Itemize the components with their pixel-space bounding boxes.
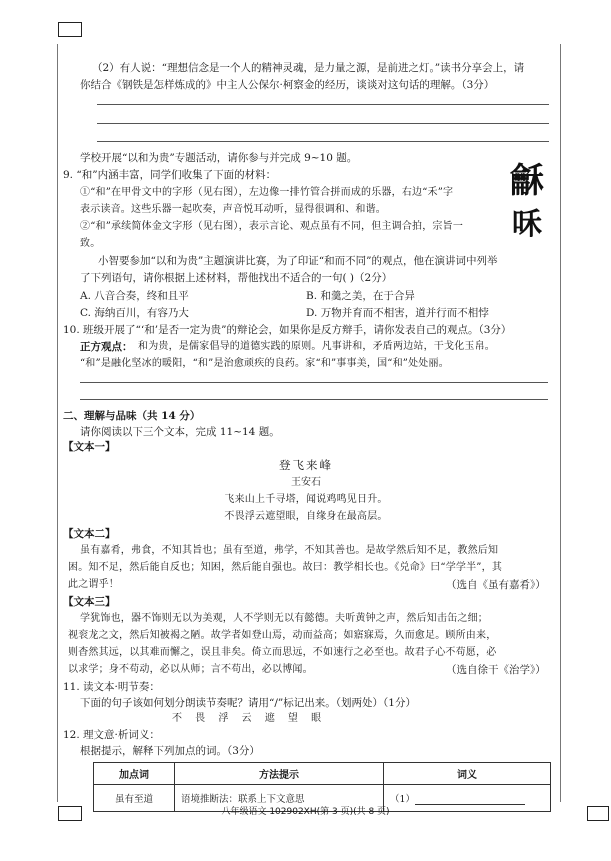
text2-line3: 此之谓乎！ xyxy=(68,579,119,590)
answer-line[interactable] xyxy=(80,399,548,400)
bronze-script-he-glyph: 咊 xyxy=(512,207,542,242)
text3-source: （选自徐干《治学》） xyxy=(446,664,546,676)
header-meaning: 词义 xyxy=(384,763,551,785)
page-footer: 八年级语文 102902XH(第 3 页)(共 8 页) xyxy=(221,807,390,817)
q11-title: 11. 读文本·明节奏： xyxy=(63,681,160,693)
q9-option-d[interactable]: D. 万物并育而不相害，道并行而不相悖 xyxy=(306,307,489,319)
q9-option-c[interactable]: C. 海纳百川，有容乃大 xyxy=(80,307,189,319)
table-header-row xyxy=(94,763,551,785)
text3-line2: 视衮龙之文，然后知被褐之陋。故学者如登山焉，动而益高；如寤寐焉，久而愈足。顾所由来， xyxy=(68,630,497,641)
section-2-intro: 请你阅读以下三个文本，完成 11~14 题。 xyxy=(80,426,280,438)
method-hint-cell: 语境推断法：联系上下文意思 xyxy=(175,785,384,812)
answer-line[interactable] xyxy=(97,104,549,105)
header-method-hint: 方法提示 xyxy=(175,763,384,785)
q10-positive-line1: 和为贵，是儒家倡导的道德实践的原则。凡事讲和，矛盾两边站，干戈化玉帛。 xyxy=(138,341,495,352)
q12-title: 12. 理文意·析词义： xyxy=(63,729,160,741)
answer-line[interactable] xyxy=(97,123,549,124)
q8-2-line2: 你结合《钢铁是怎样炼成的》中主人公保尔·柯察金的经历，谈谈对这句话的理解。（3分） xyxy=(80,79,495,91)
header-dotted-word: 加点词 xyxy=(94,763,175,785)
text2-line2: 困。知不足，然后能自反也；知困，然后能自强也。故曰：教学相长也。《兑命》曰“学学半”，其 xyxy=(68,562,503,573)
activity-intro: 学校开展“以和为贵”专题活动，请你参与并完成 9~10 题。 xyxy=(80,152,358,164)
q8-2-line1: （2）有人说：“理想信念是一个人的精神灵魂，是力量之源，是前进之灯。”读书分享会上，请 xyxy=(92,62,525,74)
q9-stem: 9. “和”内涵丰富，同学们收集了下面的材料： xyxy=(63,169,277,181)
answer-blank[interactable] xyxy=(415,794,525,805)
answer-line[interactable] xyxy=(80,382,548,383)
answer-number: （1） xyxy=(390,794,416,805)
q9-material-1-line1: ①“和”在甲骨文中的字形（见右图），左边像一排竹管合拼而成的乐器，右边“禾”字 xyxy=(80,187,454,198)
poem-title: 登飞来峰 xyxy=(279,458,333,472)
text2-line1: 虽有嘉肴，弗食，不知其旨也；虽有至道，弗学，不知其善也。是故学然后知不足，教然后知 xyxy=(80,545,499,556)
q9-material-1-line2: 表示读音。这些乐器一起吹奏，声音悦耳动听，显得很调和、和谐。 xyxy=(80,204,386,215)
text3-label: 【文本三】 xyxy=(63,596,116,608)
text3-line3: 则杳然其远，以其难而懈之，误且非矣。倚立而思远，不如速行之必至也。故君子心不苟愿，必 xyxy=(68,647,497,658)
poem-author: 王安石 xyxy=(291,477,321,488)
q11-instruction: 下面的句子该如何划分朗读节奏呢？请用“/”标记出来。（划两处）（1分） xyxy=(80,697,416,709)
text3-line4: 以求学；身不苟动，必以从师；言不苟出，必以博闻。 xyxy=(68,664,313,675)
poem-line2: 不畏浮云遮望眼，自缘身在最高层。 xyxy=(224,511,388,522)
q10-positive-label: 正方观点： xyxy=(80,341,133,353)
q9-option-b[interactable]: B. 和羹之美，在于合异 xyxy=(306,290,415,302)
q12-instruction: 根据提示，解释下列加点的词。（3分） xyxy=(80,745,260,757)
dotted-word-cell: 虽有至道 xyxy=(94,785,175,812)
q9-task-line2: 了下列语句，请你根据上述材料，帮他找出不适合的一句( )（2分） xyxy=(80,272,393,284)
q10-stem: 10. 班级开展了“‘和’是否一定为贵”的辩论会，如果你是反方辩手，请你发表自己的观点。（3分） xyxy=(63,324,512,336)
answer-line[interactable] xyxy=(97,141,549,142)
text2-source: （选自《虽有嘉肴》） xyxy=(446,579,546,591)
q9-material-2-line2: 致。 xyxy=(80,238,101,249)
registration-mark-top-left xyxy=(58,22,82,37)
q9-task-line1: 小智要参加“以和为贵”主题演讲比赛，为了印证“和而不同”的观点，他在演讲词中列举 xyxy=(98,255,498,267)
text2-label: 【文本二】 xyxy=(63,528,116,540)
oracle-bone-he-glyph: 龢 xyxy=(510,161,544,201)
q10-positive-line2: “和”是融化坚冰的暖阳，“和”是治愈顽疾的良药。家“和”事事美，国“和”处处丽。 xyxy=(80,358,449,369)
poem-line1: 飞来山上千寻塔，闻说鸡鸣见日升。 xyxy=(224,494,388,505)
text1-label: 【文本一】 xyxy=(63,441,116,453)
q9-option-a[interactable]: A. 八音合奏，终和且平 xyxy=(80,290,189,302)
q9-material-2-line1: ②“和”承续简体金文字形（见右图），表示言论、观点虽有不同，但主调合拍，宗旨一 xyxy=(80,221,464,232)
q11-sentence[interactable]: 不 畏 浮 云 遮 望 眼 xyxy=(172,713,327,724)
section-2-title: 二、理解与品味（共 14 分） xyxy=(63,410,201,422)
text3-line1: 学犹饰也，器不饰则无以为美观，人不学则无以有懿德。夫听黄钟之声，然后知击缶之细； xyxy=(80,613,488,624)
